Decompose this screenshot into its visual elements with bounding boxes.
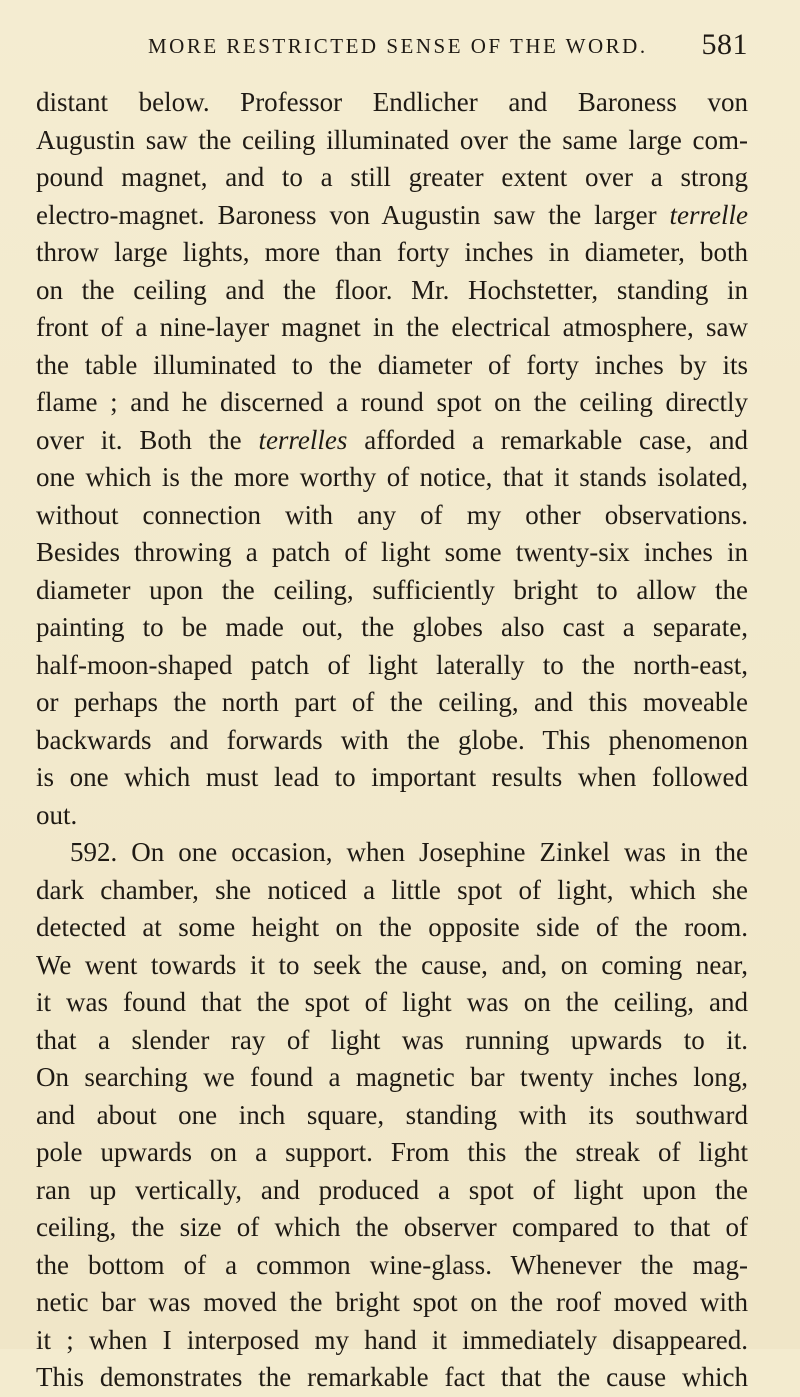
text-line: Besides throwing a patch of light some twenty-six inches in [36, 537, 748, 567]
text-line: 592. On one occasion, when Josephine Zinkel was in the [70, 837, 748, 867]
text-line: We went towards it to seek the cause, and, on coming near, [36, 949, 748, 980]
text-line: distant below. Professor Endlicher and Baroness von [36, 87, 748, 117]
text-line: one which is the more worthy of notice, that it stands isolated, [36, 462, 748, 492]
text-line [36, 422, 748, 460]
text-line: on the ceiling and the floor. Mr. Hochstetter, standing in [36, 274, 748, 305]
text-line: the table illuminated to the diameter of forty inches by its [36, 349, 748, 380]
italic-term: terrelle [669, 199, 748, 230]
text-line: flame ; and he discerned a round spot on the ceiling directly [36, 387, 748, 417]
text-line: backwards and forwards with the globe. This phenomenon [36, 724, 748, 755]
text-line: netic bar was moved the bright spot on the roof moved with [36, 1287, 748, 1317]
text-segment: electro-magnet. Baroness von Augustin saw the larger [36, 199, 670, 230]
text-line: front of a nine-layer magnet in the electrical atmosphere, saw [36, 312, 748, 342]
text-line: without connection with any of my other observations. [36, 499, 748, 530]
text-line: the bottom of a common wine-glass. Whenever the mag- [36, 1249, 748, 1280]
text-line: that a slender ray of light was running upwards to it. [36, 1024, 748, 1055]
text-line: is one which must lead to important results when followed [36, 762, 748, 792]
text-line: pole upwards on a support. From this the streak of light [36, 1137, 748, 1167]
text-line: detected at some height on the opposite side of the room. [36, 912, 748, 942]
text-line: On searching we found a magnetic bar twenty inches long, [36, 1062, 748, 1092]
text-line: pound magnet, and to a still greater extent over a strong [36, 162, 748, 192]
text-line: diameter upon the ceiling, sufficiently bright to allow the [36, 574, 748, 605]
italic-term: terrelles [258, 424, 348, 455]
running-head-title: MORE RESTRICTED SENSE OF THE WORD. [148, 34, 648, 58]
text-line: throw large lights, more than forty inches in diameter, both [36, 237, 748, 267]
text-line: ran up vertically, and produced a spot of light upon the [36, 1174, 748, 1205]
text-line: or perhaps the north part of the ceiling, and this moveable [36, 687, 748, 717]
text-line: half-moon-shaped patch of light laterally to the north-east, [36, 649, 748, 680]
body-text [36, 84, 748, 1397]
text-line: it ; when I interposed my hand it immediately disappeared. [36, 1324, 748, 1355]
text-segment: afforded a remarkable case, and [347, 424, 748, 455]
text-line: This demonstrates the remarkable fact that the cause which [36, 1362, 748, 1392]
text-segment: over it. Both the [36, 424, 259, 455]
text-line: out. [36, 799, 78, 830]
text-line: Augustin saw the ceiling illuminated over the same large com- [36, 124, 748, 155]
text-line: it was found that the spot of light was on the ceiling, and [36, 987, 748, 1017]
text-line: dark chamber, she noticed a little spot of light, which she [36, 874, 748, 905]
text-line: ceiling, the size of which the observer compared to that of [36, 1212, 748, 1242]
page-number: 581 [701, 28, 748, 61]
text-line [36, 197, 748, 235]
text-line: painting to be made out, the globes also cast a separate, [36, 612, 748, 642]
text-line: and about one inch square, standing with its southward [36, 1099, 748, 1130]
running-head [148, 28, 748, 68]
